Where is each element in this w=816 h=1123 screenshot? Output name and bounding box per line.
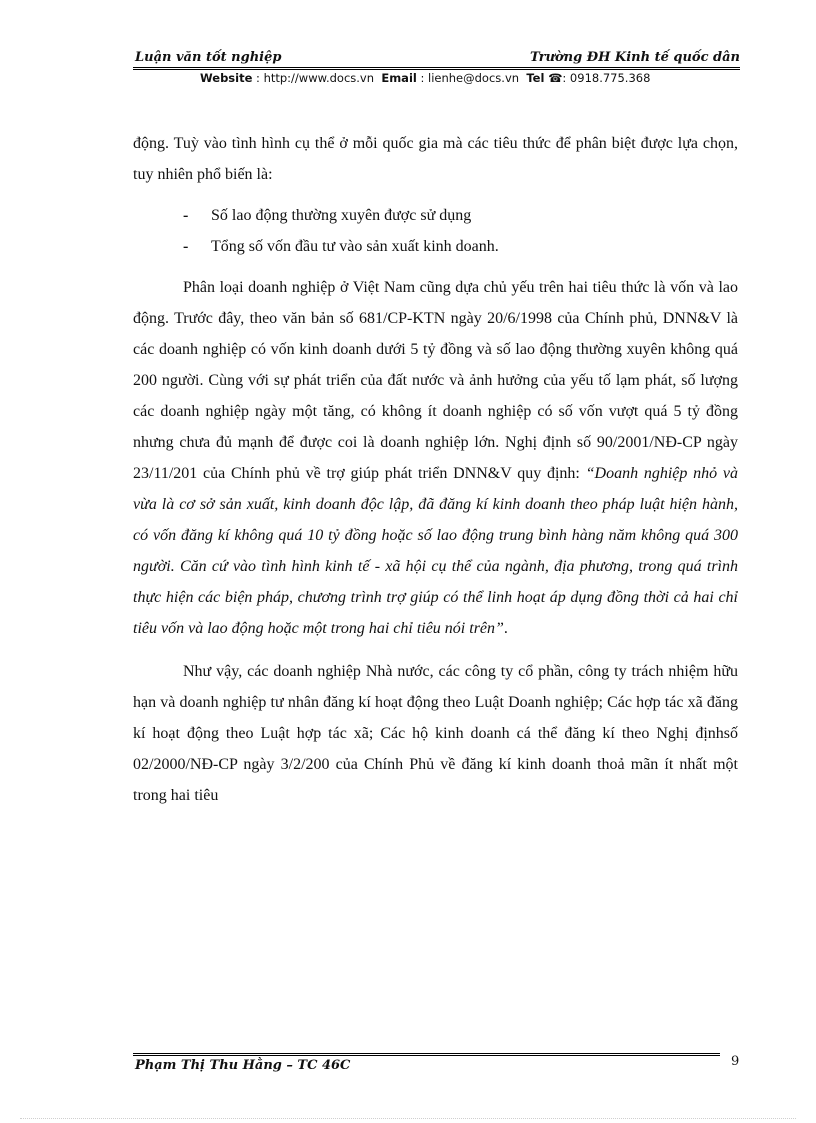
list-item <box>133 200 738 231</box>
header-divider <box>133 67 740 70</box>
page-content <box>133 128 738 811</box>
tel-value: : 0918.775.368 <box>562 71 651 85</box>
decree-quote: “Doanh nghiệp nhỏ và vừa là cơ sở sản xuất, kinh doanh độc lập, đã đăng kí kinh doanh theo pháp luật hiện hành, có vốn đăng kí không quá 10 tỷ đồng hoặc số lao động trung bình hàng năm không quá 300 người. Căn cứ vào tình hình kinh tế - xã hội cụ thể của ngành, địa phương, trong quá trình thực hiện các biện pháp, chương trình trợ giúp có thể linh hoạt áp dụng đồng thời cả hai chỉ tiêu vốn và lao động hoặc một trong hai chỉ tiêu nói trên” <box>133 465 739 637</box>
phone-icon: ☎ <box>548 71 563 85</box>
bullet-dash-icon: - <box>183 207 189 224</box>
website-link[interactable]: : http://www.docs.vn <box>256 71 375 85</box>
tel-label: Tel <box>526 71 545 85</box>
contact-line <box>200 71 650 85</box>
page-bottom-edge <box>20 1118 796 1119</box>
paragraph-2 <box>133 272 738 644</box>
paragraph-2-text: Phân loại doanh nghiệp ở Việt Nam cũng dựa chủ yếu trên hai tiêu thức là vốn và lao động. Trước đây, theo văn bản số 681/CP-KTN ngày 20/6/1998 của Chính phủ, DNN&V là các doanh nghiệp có vốn kinh doanh dưới 5 tỷ đồng và số lao động thường xuyên không quá 200 người. Cùng với sự phát triển của đất nước và ảnh hưởng của yếu tố lạm phát, số lượng các doanh nghiệp ngày một tăng, có không ít doanh nghiệp có số vốn vượt quá 5 tỷ đồng nhưng chưa đủ mạnh để được coi là doanh nghiệp lớn. Nghị định số 90/2001/NĐ-CP ngày 23/11/201 của Chính phủ về trợ giúp phát triển DNN&V quy định: <box>133 279 738 482</box>
paragraph-2-end: . <box>503 620 508 637</box>
page-number: 9 <box>731 1054 740 1069</box>
header-thesis-title: Luận văn tốt nghiệp <box>135 50 282 65</box>
footer-author: Phạm Thị Thu Hằng – TC 46C <box>135 1058 351 1073</box>
email-link[interactable]: : lienhe@docs.vn <box>420 71 520 85</box>
list-item-text: Tổng số vốn đầu tư vào sản xuất kinh doanh. <box>211 238 499 255</box>
paragraph-3: Như vậy, các doanh nghiệp Nhà nước, các công ty cổ phần, công ty trách nhiệm hữu hạn và doanh nghiệp tư nhân đăng kí hoạt động theo Luật Doanh nghiệp; Các hợp tác xã đăng kí hoạt động theo Luật hợp tác xã; Các hộ kinh doanh cá thể đăng kí theo Nghị địnhsố 02/2000/NĐ-CP ngày 3/2/200 của Chính Phủ về đăng kí kinh doanh thoả mãn ít nhất một trong hai tiêu <box>133 663 738 804</box>
criteria-list <box>133 200 738 262</box>
bullet-dash-icon: - <box>183 238 189 255</box>
website-label: Website <box>200 71 253 85</box>
paragraph-1: động. Tuỳ vào tình hình cụ thể ở mỗi quốc gia mà các tiêu thức để phân biệt được lựa chọn, tuy nhiên phổ biến là: <box>133 135 738 183</box>
list-item-text: Số lao động thường xuyên được sử dụng <box>211 207 472 224</box>
email-label: Email <box>381 71 417 85</box>
list-item <box>133 231 738 262</box>
footer-divider <box>133 1053 720 1056</box>
header-university: Trường ĐH Kinh tế quốc dân <box>529 50 740 65</box>
